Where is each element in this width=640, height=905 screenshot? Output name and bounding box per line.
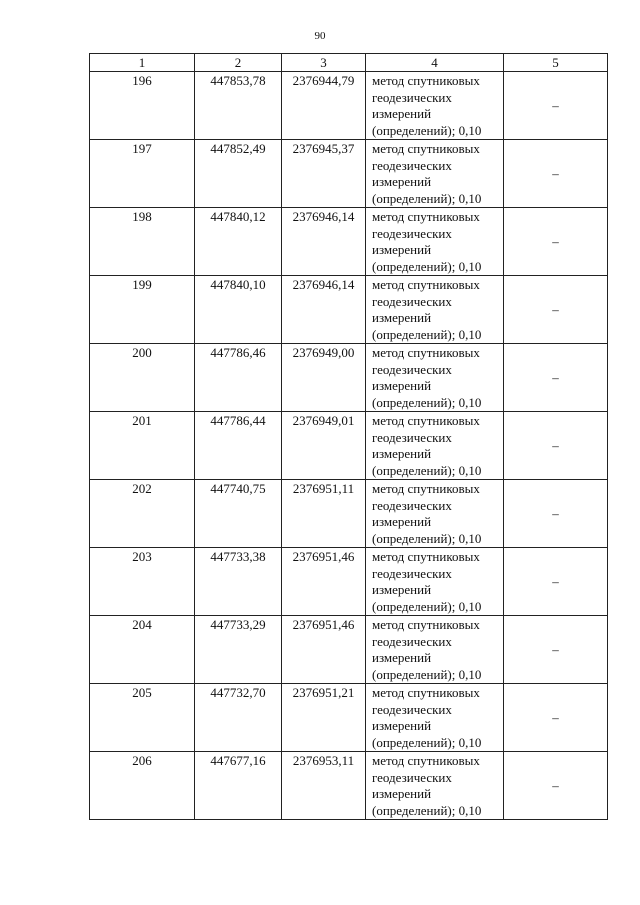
note-cell: – (504, 480, 608, 548)
coordinate-x: 447733,38 (195, 548, 282, 616)
method-line: метод спутниковых (372, 277, 480, 292)
method-line: измерений (372, 514, 432, 529)
method-line: измерений (372, 786, 432, 801)
note-cell: – (504, 72, 608, 140)
method-cell (366, 412, 504, 480)
point-number: 204 (90, 616, 195, 684)
table-row (90, 276, 608, 344)
method-line: метод спутниковых (372, 753, 480, 768)
method-cell (366, 276, 504, 344)
method-line: измерений (372, 174, 432, 189)
column-header-3: 3 (282, 54, 366, 72)
method-line: (определений); 0,10 (372, 530, 482, 546)
method-line: (определений); 0,10 (372, 802, 482, 818)
method-line: (определений); 0,10 (372, 598, 482, 614)
note-cell: – (504, 140, 608, 208)
column-header-5: 5 (504, 54, 608, 72)
method-cell (366, 72, 504, 140)
coordinate-y: 2376946,14 (282, 208, 366, 276)
table-row (90, 140, 608, 208)
table-row (90, 752, 608, 820)
table-row (90, 72, 608, 140)
method-cell (366, 208, 504, 276)
method-line: метод спутниковых (372, 209, 480, 224)
point-number: 201 (90, 412, 195, 480)
coordinate-x: 447786,46 (195, 344, 282, 412)
point-number: 196 (90, 72, 195, 140)
method-line: (определений); 0,10 (372, 462, 482, 478)
table-body (90, 72, 608, 820)
coordinate-y: 2376951,46 (282, 548, 366, 616)
note-cell: – (504, 548, 608, 616)
coordinate-x: 447740,75 (195, 480, 282, 548)
coordinate-x: 447732,70 (195, 684, 282, 752)
method-line: геодезических (372, 769, 452, 785)
method-line: измерений (372, 718, 432, 733)
note-cell: – (504, 208, 608, 276)
coordinate-y: 2376946,14 (282, 276, 366, 344)
coordinate-y: 2376953,11 (282, 752, 366, 820)
point-number: 206 (90, 752, 195, 820)
method-line: геодезических (372, 225, 452, 241)
table-row (90, 480, 608, 548)
column-header-2: 2 (195, 54, 282, 72)
method-line: геодезических (372, 89, 452, 105)
table-row (90, 684, 608, 752)
coordinate-x: 447786,44 (195, 412, 282, 480)
table-row (90, 208, 608, 276)
method-line: метод спутниковых (372, 617, 480, 632)
method-line: геодезических (372, 157, 452, 173)
method-cell (366, 140, 504, 208)
coordinate-y: 2376949,01 (282, 412, 366, 480)
coordinate-y: 2376945,37 (282, 140, 366, 208)
method-line: геодезических (372, 565, 452, 581)
method-line: (определений); 0,10 (372, 394, 482, 410)
method-cell (366, 480, 504, 548)
column-header-1: 1 (90, 54, 195, 72)
point-number: 205 (90, 684, 195, 752)
method-cell (366, 548, 504, 616)
method-line: геодезических (372, 701, 452, 717)
method-cell (366, 616, 504, 684)
method-line: метод спутниковых (372, 549, 480, 564)
table-header-row (90, 54, 608, 72)
method-line: (определений); 0,10 (372, 666, 482, 682)
coordinate-x: 447852,49 (195, 140, 282, 208)
note-cell: – (504, 276, 608, 344)
table-row (90, 412, 608, 480)
page-number: 90 (314, 30, 326, 42)
point-number: 199 (90, 276, 195, 344)
method-line: метод спутниковых (372, 413, 480, 428)
coordinate-x: 447853,78 (195, 72, 282, 140)
table-row (90, 548, 608, 616)
column-header-4: 4 (366, 54, 504, 72)
note-cell: – (504, 344, 608, 412)
coordinate-y: 2376951,11 (282, 480, 366, 548)
method-line: метод спутниковых (372, 73, 480, 88)
coordinate-x: 447840,12 (195, 208, 282, 276)
method-line: метод спутниковых (372, 345, 480, 360)
method-cell (366, 752, 504, 820)
method-line: измерений (372, 106, 432, 121)
method-line: геодезических (372, 497, 452, 513)
method-line: измерений (372, 650, 432, 665)
method-line: (определений); 0,10 (372, 258, 482, 274)
point-number: 197 (90, 140, 195, 208)
method-line: (определений); 0,10 (372, 326, 482, 342)
note-cell: – (504, 616, 608, 684)
table-row (90, 616, 608, 684)
coordinate-y: 2376944,79 (282, 72, 366, 140)
method-line: измерений (372, 242, 432, 257)
method-line: измерений (372, 310, 432, 325)
point-number: 200 (90, 344, 195, 412)
method-line: измерений (372, 446, 432, 461)
method-line: измерений (372, 378, 432, 393)
point-number: 202 (90, 480, 195, 548)
method-line: геодезических (372, 429, 452, 445)
method-line: геодезических (372, 293, 452, 309)
method-line: метод спутниковых (372, 141, 480, 156)
note-cell: – (504, 412, 608, 480)
point-number: 203 (90, 548, 195, 616)
coordinate-x: 447733,29 (195, 616, 282, 684)
method-line: геодезических (372, 633, 452, 649)
method-line: метод спутниковых (372, 685, 480, 700)
coordinate-y: 2376951,46 (282, 616, 366, 684)
table-row (90, 344, 608, 412)
coordinate-y: 2376949,00 (282, 344, 366, 412)
method-line: геодезических (372, 361, 452, 377)
method-line: измерений (372, 582, 432, 597)
method-line: метод спутниковых (372, 481, 480, 496)
note-cell: – (504, 752, 608, 820)
method-line: (определений); 0,10 (372, 122, 482, 138)
method-cell (366, 684, 504, 752)
method-line: (определений); 0,10 (372, 734, 482, 750)
coordinate-y: 2376951,21 (282, 684, 366, 752)
coordinates-table (89, 53, 608, 820)
method-line: (определений); 0,10 (372, 190, 482, 206)
note-cell: – (504, 684, 608, 752)
coordinate-x: 447840,10 (195, 276, 282, 344)
coordinate-x: 447677,16 (195, 752, 282, 820)
method-cell (366, 344, 504, 412)
point-number: 198 (90, 208, 195, 276)
